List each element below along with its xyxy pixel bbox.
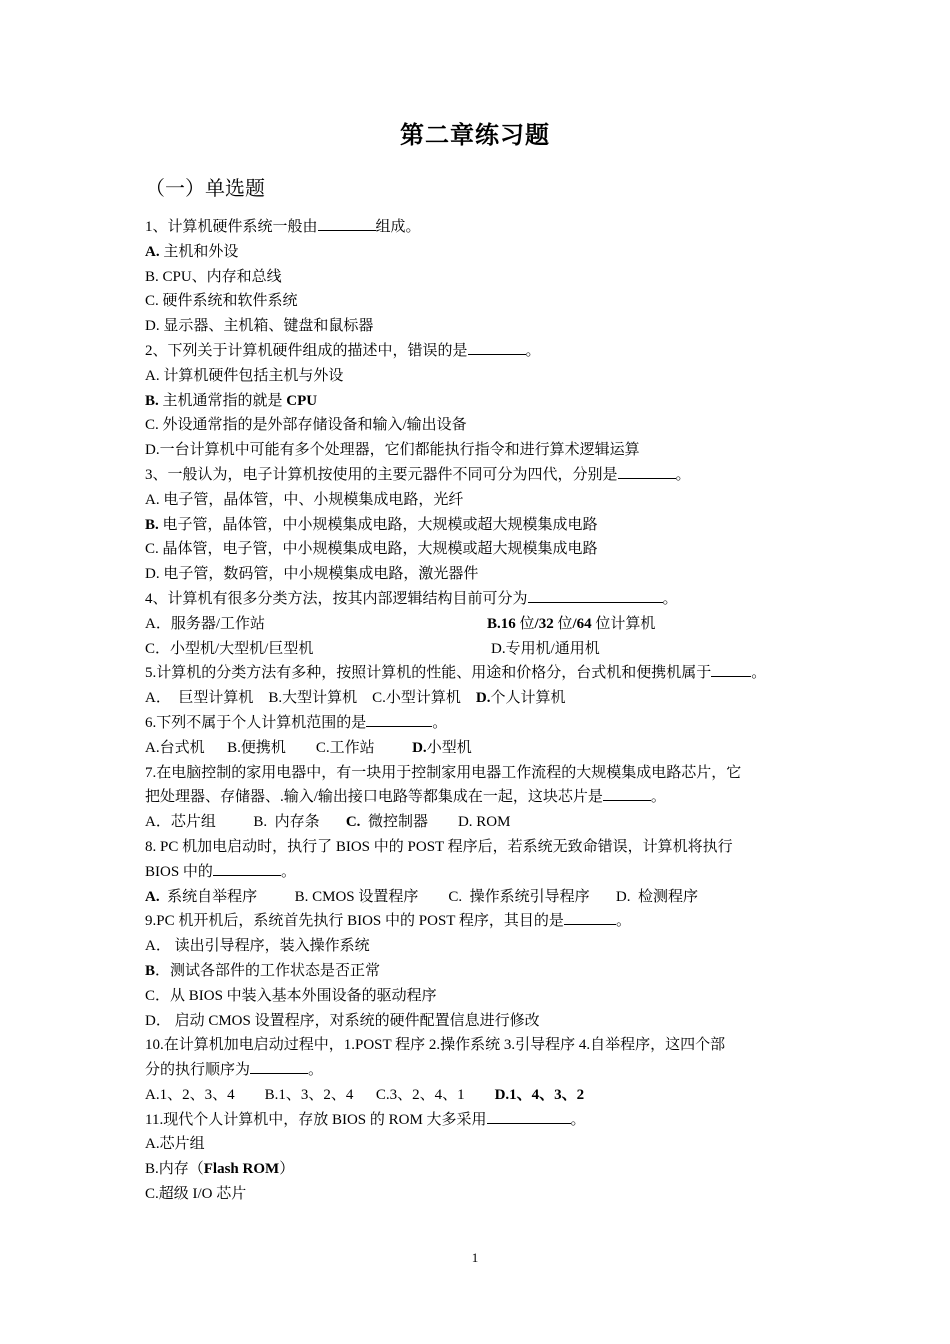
- question-1-option-d: D. 显示器、主机箱、键盘和鼠标器: [145, 318, 374, 335]
- question-8-options: A. 系统自举程序 B. CMOS 设置程序 C. 操作系统引导程序 D. 检测程序: [145, 888, 698, 905]
- question-9-option-b: B．测试各部件的工作状态是否正常: [145, 962, 381, 979]
- question-2-option-c: C. 外设通常指的是外部存储设备和输入/输出设备: [145, 417, 467, 434]
- answer-blank: [711, 661, 751, 677]
- answer-blank: [618, 463, 676, 479]
- question-4-stem: 4、计算机有很多分类方法，按其内部逻辑结构目前可分为 。: [145, 587, 810, 612]
- question-6-options: A.台式机 B.便携机 C.工作站 D.小型机: [145, 739, 472, 756]
- question-4-option-d: D.专用机/通用机: [491, 640, 600, 657]
- question-3-option-b: B. 电子管，晶体管，中小规模集成电路，大规模或超大规模集成电路: [145, 516, 598, 533]
- question-list: [145, 215, 810, 1207]
- question-10-stem-line-1: 10.在计算机加电启动过程中，1.POST 程序 2.操作系统 3.引导程序 4.自举程序，这四个部: [145, 1037, 726, 1054]
- question-7-stem-line-2: 把处理器、存储器、.输入/输出接口电路等都集成在一起，这块芯片是 。: [145, 785, 810, 810]
- question-2-option-b: B. 主机通常指的就是 CPU: [145, 392, 318, 409]
- question-2-stem: 2、下列关于计算机硬件组成的描述中，错误的是 。: [145, 339, 810, 364]
- question-9-option-a: A． 读出引导程序，装入操作系统: [145, 938, 370, 955]
- question-1-option-b: B. CPU、内存和总线: [145, 268, 282, 285]
- answer-blank: [318, 215, 376, 231]
- question-11-option-b: B.内存（Flash ROM）: [145, 1161, 295, 1178]
- question-4-option-a: A．服务器/工作站: [145, 615, 266, 632]
- question-1-stem: 1、计算机硬件系统一般由 组成。: [145, 215, 810, 240]
- question-11-stem: 11.现代个人计算机中，存放 BIOS 的 ROM 大多采用 。: [145, 1108, 810, 1133]
- page-number: 1: [471, 1250, 479, 1265]
- answer-blank: [528, 587, 663, 603]
- question-2-option-d: D.一台计算机中可能有多个处理器，它们都能执行指令和进行算术逻辑运算: [145, 442, 640, 459]
- question-9-stem: 9.PC 机开机后，系统首先执行 BIOS 中的 POST 程序，其目的是 。: [145, 909, 810, 934]
- question-4-option-c: C．小型机/大型机/巨型机: [145, 640, 314, 657]
- answer-blank: [603, 785, 651, 801]
- question-9-option-c: C．从 BIOS 中装入基本外围设备的驱动程序: [145, 987, 437, 1004]
- answer-blank: [250, 1058, 308, 1074]
- question-10-options: A.1、2、3、4 B.1、3、2、4 C.3、2、4、1 D.1、4、3、2: [145, 1086, 585, 1103]
- question-3-option-a: A. 电子管，晶体管，中、小规模集成电路，光纤: [145, 491, 464, 508]
- question-4-options-row-2: [145, 637, 810, 662]
- answer-blank: [366, 711, 432, 727]
- section-heading: （一）单选题: [145, 178, 265, 200]
- question-5-options: A． 巨型计算机 B.大型计算机 C.小型计算机 D.个人计算机: [145, 690, 566, 707]
- answer-blank: [487, 1108, 571, 1124]
- question-9-option-d: D． 启动 CMOS 设置程序，对系统的硬件配置信息进行修改: [145, 1012, 540, 1029]
- answer-blank: [564, 909, 616, 925]
- question-5-stem: 5.计算机的分类方法有多种，按照计算机的性能、用途和价格分，台式机和便携机属于 。: [145, 661, 810, 686]
- question-10-stem-line-2: 分的执行顺序为 。: [145, 1058, 810, 1083]
- question-7-options: A．芯片组 B. 内存条 C. 微控制器 D. ROM: [145, 814, 511, 831]
- question-7-stem-line-1: 7.在电脑控制的家用电器中，有一块用于控制家用电器工作流程的大规模集成电路芯片，它: [145, 764, 742, 781]
- page-title: 第二章练习题: [400, 123, 550, 149]
- question-8-stem-line-1: 8. PC 机加电启动时，执行了 BIOS 中的 POST 程序后，若系统无致命错误，计算机将执行: [145, 838, 733, 855]
- question-8-stem-line-2: BIOS 中的 。: [145, 860, 810, 885]
- question-2-option-a: A. 计算机硬件包括主机与外设: [145, 367, 344, 384]
- question-11-option-a: A.芯片组: [145, 1136, 205, 1153]
- question-3-option-c: C. 晶体管，电子管，中小规模集成电路，大规模或超大规模集成电路: [145, 541, 598, 558]
- question-4-option-b: B.16 位/32 位/64 位计算机: [487, 615, 656, 632]
- answer-blank: [213, 860, 281, 876]
- question-4-options-row-1: [145, 612, 810, 637]
- question-1-option-a: A. 主机和外设: [145, 243, 239, 260]
- answer-blank: [468, 339, 526, 355]
- question-6-stem: 6.下列不属于个人计算机范围的是 。: [145, 711, 810, 736]
- question-1-option-c: C. 硬件系统和软件系统: [145, 293, 298, 310]
- question-11-option-c: C.超级 I/O 芯片: [145, 1186, 247, 1203]
- question-3-stem: 3、一般认为，电子计算机按使用的主要元器件不同可分为四代，分别是 。: [145, 463, 810, 488]
- question-3-option-d: D. 电子管，数码管，中小规模集成电路，激光器件: [145, 566, 479, 583]
